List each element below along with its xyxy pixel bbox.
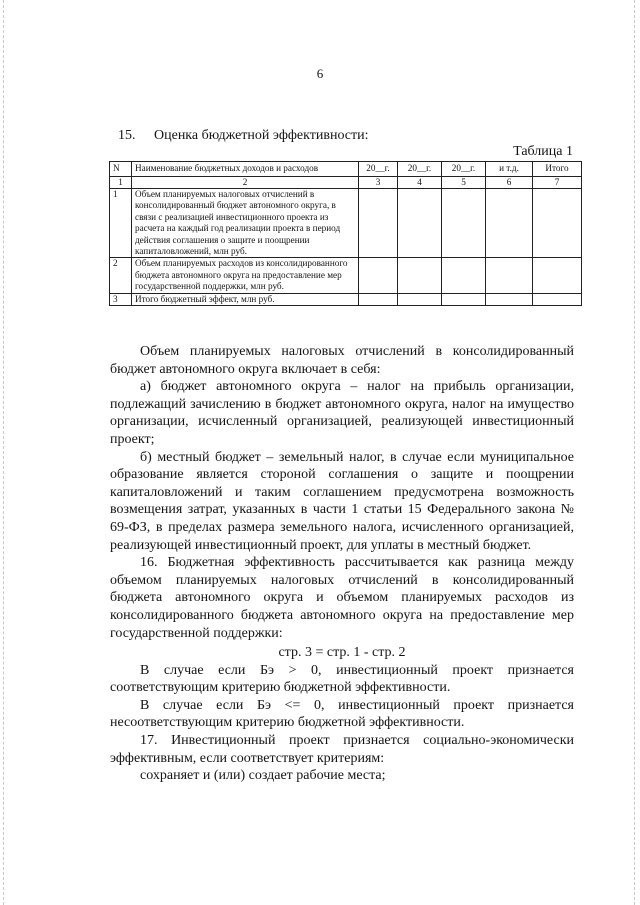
table-row [110, 293, 582, 305]
section-number: 15. [118, 128, 136, 143]
value-cell [533, 293, 582, 305]
row-number: 3 [110, 293, 132, 305]
paragraph: сохраняет и (или) создает рабочие места; [140, 768, 386, 784]
row-label-text: Итого бюджетный эффект, млн руб. [135, 293, 275, 304]
value-cell [398, 189, 442, 258]
column-number-cell: 4 [398, 177, 442, 189]
value-cell [442, 258, 486, 293]
budget-efficiency-table [109, 161, 582, 306]
left-margin-line [3, 0, 4, 905]
row-label-text: Объем планируемых налоговых отчислений в консолидированный бюджет автономного округа, в связи с реализацией инвестиционного проекта из расчета на каждый год реализации проекта в период действия соглашения о защите и поощрении капиталовложений, млн руб. [135, 189, 341, 257]
value-cell [533, 258, 582, 293]
column-number-cell: 3 [359, 177, 398, 189]
table-caption: Таблица 1 [513, 144, 573, 159]
row-number: 1 [110, 189, 132, 258]
paragraph: 17. Инвестиционный проект признается социально-экономически эффективным, если соответствует критериям: [110, 733, 574, 766]
column-number-row [110, 177, 582, 189]
paragraph: Объем планируемых налоговых отчислений в консолидированный бюджет автономного округа включает в себя: [110, 344, 574, 377]
header-cell: N [110, 162, 132, 177]
value-cell [398, 293, 442, 305]
table-row [110, 258, 582, 293]
table-row [110, 189, 582, 258]
header-cell: и т.д. [486, 162, 533, 177]
header-cell: Итого [533, 162, 582, 177]
table-header-row [110, 162, 582, 177]
header-cell: Наименование бюджетных доходов и расходов [132, 162, 359, 177]
value-cell [359, 189, 398, 258]
column-number-cell: 7 [533, 177, 582, 189]
value-cell [359, 258, 398, 293]
section-heading [118, 128, 369, 144]
value-cell [486, 293, 533, 305]
column-number-cell: 6 [486, 177, 533, 189]
value-cell [486, 189, 533, 258]
page-number: 6 [316, 66, 324, 81]
paragraph: В случае если Бэ > 0, инвестиционный проект признается соответствующим критерию бюджетной эффективности. [110, 662, 574, 696]
section-title: Оценка бюджетной эффективности: [154, 128, 369, 143]
value-cell [486, 258, 533, 293]
paragraph: б) местный бюджет – земельный налог, в случае если муниципальное образование является стороной соглашения о защите и поощрении капиталовложений и таким соглашением предусмотрена возможность возмещения затрат, указанных в части 1 статьи 15 Федерального закона № 69-ФЗ, в пределах размера земельного налога, исчисленного организацией, реализующей инвестиционный проект, для уплаты в местный бюджет. [110, 449, 574, 553]
paragraph: В случае если Бэ <= 0, инвестиционный проект признается несоответствующим критерию бюджетной эффективности. [110, 697, 574, 731]
right-margin-line [634, 0, 635, 905]
row-label [132, 258, 359, 293]
row-label [132, 189, 359, 258]
column-number-cell: 1 [110, 177, 132, 189]
header-cell: 20__г. [359, 162, 398, 177]
header-cell: 20__г. [442, 162, 486, 177]
document-body [110, 343, 574, 785]
value-cell [359, 293, 398, 305]
value-cell [442, 189, 486, 258]
value-cell [533, 189, 582, 258]
formula: стр. 3 = стр. 1 - стр. 2 [278, 645, 406, 661]
row-label-text: Объем планируемых расходов из консолидированного бюджета автономного округа на предоставление мер государственной поддержки, млн руб. [135, 258, 348, 292]
column-number-cell: 5 [442, 177, 486, 189]
row-number: 2 [110, 258, 132, 293]
paragraph: а) бюджет автономного округа – налог на прибыль организации, подлежащий зачислению в бюджет автономного округа, налог на имущество организации, исчисленный организацией, реализующей инвестиционный проект; [110, 379, 574, 447]
paragraph: 16. Бюджетная эффективность рассчитывается как разница между объемом планируемых налоговых отчислений в консолидированный бюджета автономного округа и объемом планируемых расходов из консолидированного бюджета автономного округа на предоставление мер государственной поддержки: [110, 555, 574, 641]
header-cell: 20__г. [398, 162, 442, 177]
column-number-cell: 2 [132, 177, 359, 189]
value-cell [398, 258, 442, 293]
value-cell [442, 293, 486, 305]
row-label [132, 293, 359, 305]
